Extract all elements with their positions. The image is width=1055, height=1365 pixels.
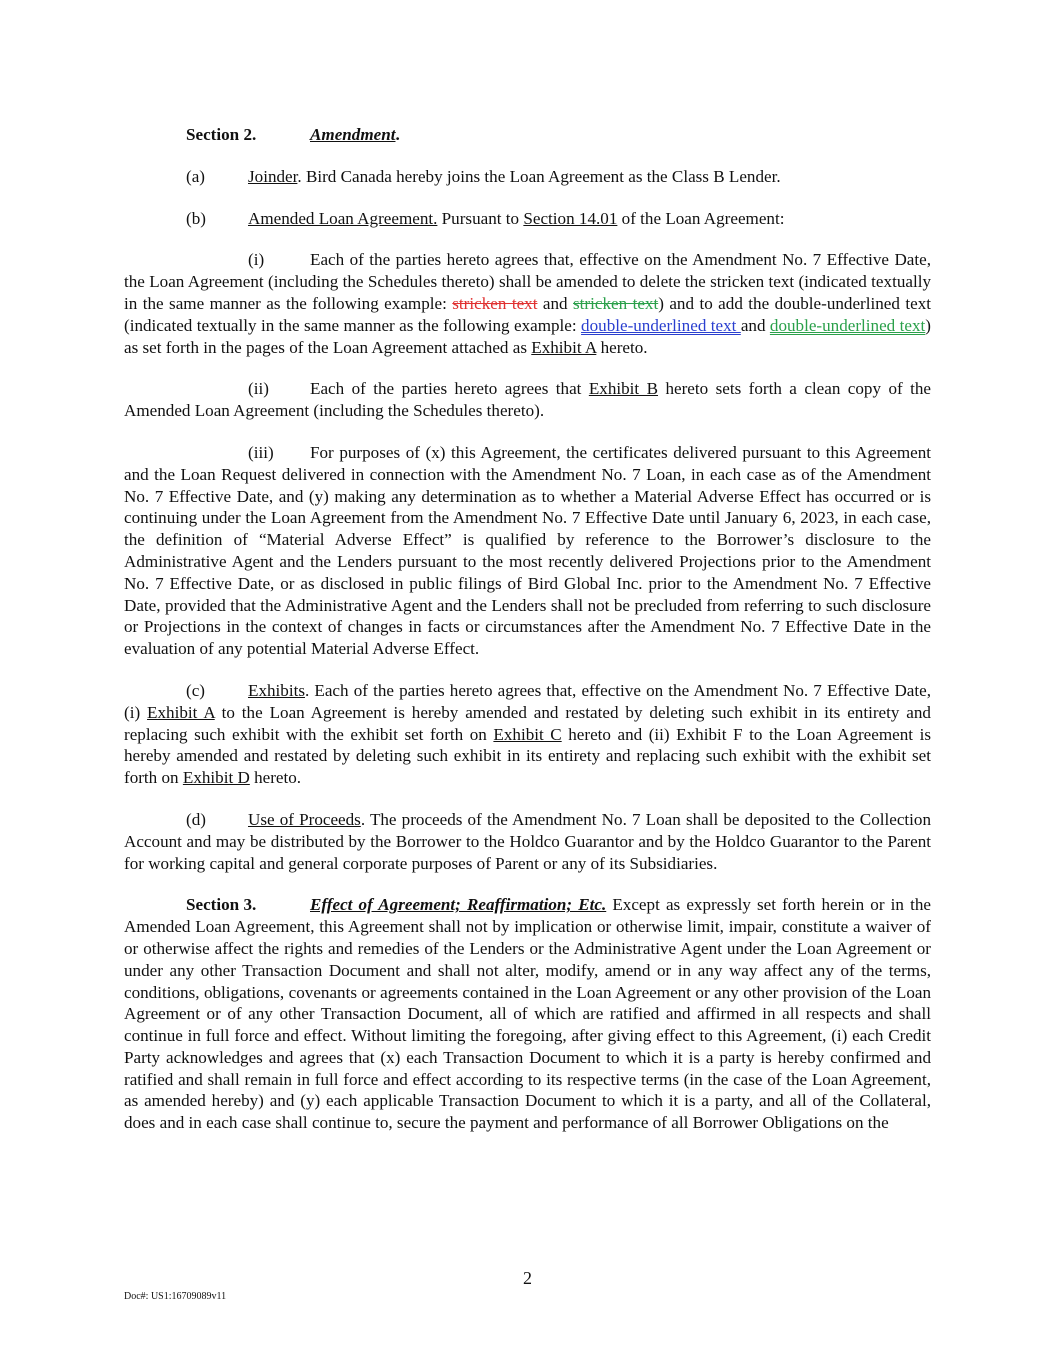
clause-i-text-1: Each of the parties hereto agrees that, effective on the Amendment No. 7 Effective Date, the Loan Agreement (including the Schedules thereto) shall be amended to delete the stricken text (indicated textually in the same manner as the following example: [124,250,931,313]
clause-i-label: (i) [248,250,265,270]
section-3-title: Effect of Agreement; Reaffirmation; Etc. [310,895,607,915]
clause-a-heading: Joinder [248,166,298,186]
clause-d-heading: Use of Proceeds [248,809,361,829]
clause-i-ref: Exhibit A [531,337,597,357]
document-page [124,124,931,1134]
clause-c-ref-1: Exhibit A [147,702,215,722]
clause-i-text-5: ) as set forth in the pages of the Loan Agreement attached as [124,315,931,357]
clause-iii [124,442,931,660]
example-double-underlined-green: double-underlined text [769,315,926,335]
clause-c [124,680,931,789]
clause-b-ref: Section 14.01 [523,208,618,228]
clause-d-label: (d) [186,809,206,829]
clause-i-text-4: and [740,315,770,335]
clause-c-ref-2: Exhibit C [493,724,562,744]
clause-c-text-4: hereto. [249,768,302,788]
clause-c-ref-3: Exhibit D [182,768,250,788]
example-double-underlined-blue: double-underlined text [581,315,741,335]
clause-i-text-2: and [537,293,574,313]
clause-ii-label: (ii) [248,379,269,399]
clause-i-text-6: hereto. [596,337,648,357]
clause-b-label: (b) [186,208,206,228]
clause-d-text: . The proceeds of the Amendment No. 7 Loan shall be deposited to the Collection Account and may be distributed by the Borrower to the Holdco Guarantor and by the Holdco Guarantor to the Parent for working capital and general corporate purposes of Parent or any of its Subsidiaries. [124,809,932,873]
section-2-heading [124,124,931,146]
clause-c-heading: Exhibits [248,680,305,700]
section-3-text: Except as expressly set forth herein or in the Amended Loan Agreement, this Agreement shall not by implication or otherwise limit, impair, constitute a waiver of or otherwise affect the rights and remedies of the Lenders or the Administrative Agent under the Loan Agreement or under any other Transaction Document and shall not alter, modify, amend or in any way affect any of the terms, conditions, obligations, covenants or agreements contained in the Loan Agreement or any other provision of the Loan Agreement or of any other Transaction Document, all of which are ratified and affirmed in all respects and shall continue in full force and effect. Without limiting the foregoing, after giving effect to this Agreement, (i) each Credit Party acknowledges and agrees that (x) each Transaction Document to which it is a party is hereby confirmed and ratified and shall remain in full force and effect according to its respective terms (in the case of the Loan Agreement, as amended hereby) and (y) each applicable Transaction Document to which it is a party, and all of the Collateral, does and in each case shall continue to, secure the payment and performance of all Borrower Obligations on the [124,895,931,1133]
clause-a-text: . Bird Canada hereby joins the Loan Agreement as the Class B Lender. [297,166,781,186]
example-stricken-red: stricken text [452,293,538,313]
clause-ii-text-2: hereto sets forth a clean copy of the Amended Loan Agreement (including the Schedules thereto). [124,379,932,421]
clause-i-text-3: ) and to add the double-underlined text (indicated textually in the same manner as the following example: [124,293,931,335]
example-stricken-green: stricken text [573,293,659,313]
clause-c-text-3: hereto and (ii) Exhibit F to the Loan Agreement is hereby amended and restated by deleting such exhibit in its entirety and replacing such exhibit with the exhibit set forth on [124,724,931,788]
section-2-period: . [395,125,400,144]
clause-b-heading: Amended Loan Agreement. [248,208,438,228]
document-id: Doc#: US1:16709089v11 [124,1291,227,1302]
clause-b-text-2: of the Loan Agreement: [617,208,785,228]
clause-ii [124,378,931,422]
section-3 [124,894,931,1134]
clause-b-text-1: Pursuant to [437,208,524,228]
clause-ii-ref: Exhibit B [588,379,659,399]
clause-c-label: (c) [186,680,205,700]
page-number: 2 [523,1268,532,1288]
clause-c-text-2: to the Loan Agreement is hereby amended and restated by deleting such exhibit in its entirety and replacing such exhibit with the exhibit set forth on [124,702,931,744]
clause-b [124,208,931,230]
clause-ii-text-1: Each of the parties hereto agrees that [310,379,589,399]
clause-iii-text: For purposes of (x) this Agreement, the certificates delivered pursuant to this Agreement and the Loan Request delivered in connection with the Amendment No. 7 Loan, in each case as of the Amendment No. 7 Effective Date, and (y) making any determination as to whether a Material Adverse Effect has occurred or is continuing under the Loan Agreement from the Amendment No. 7 Effective Date until January 6, 2023, in each case, the definition of “Material Adverse Effect” is qualified by reference to the Borrower’s disclosure to the Administrative Agent and the Lenders pursuant to the most recently delivered Projections prior to the Amendment No. 7 Effective Date, or as disclosed in public filings of Bird Global Inc. prior to the Amendment No. 7 Effective Date, provided that the Administrative Agent and the Lenders shall not be precluded from referring to such disclosure or Projections in the context of changes in facts or circumstances after the Amendment No. 7 Effective Date in the evaluation of any potential Material Adverse Effect. [124,442,931,659]
clause-iii-label: (iii) [248,442,274,462]
clause-d [124,809,931,874]
section-2-title: Amendment [310,125,396,144]
section-2-number: Section 2. [186,125,257,144]
clause-a-label: (a) [186,166,205,186]
clause-i [124,249,931,358]
section-3-number: Section 3. [186,895,257,915]
clause-c-text-1: . Each of the parties hereto agrees that, effective on the Amendment No. 7 Effective Date, (i) [124,680,931,722]
clause-a [124,166,931,188]
